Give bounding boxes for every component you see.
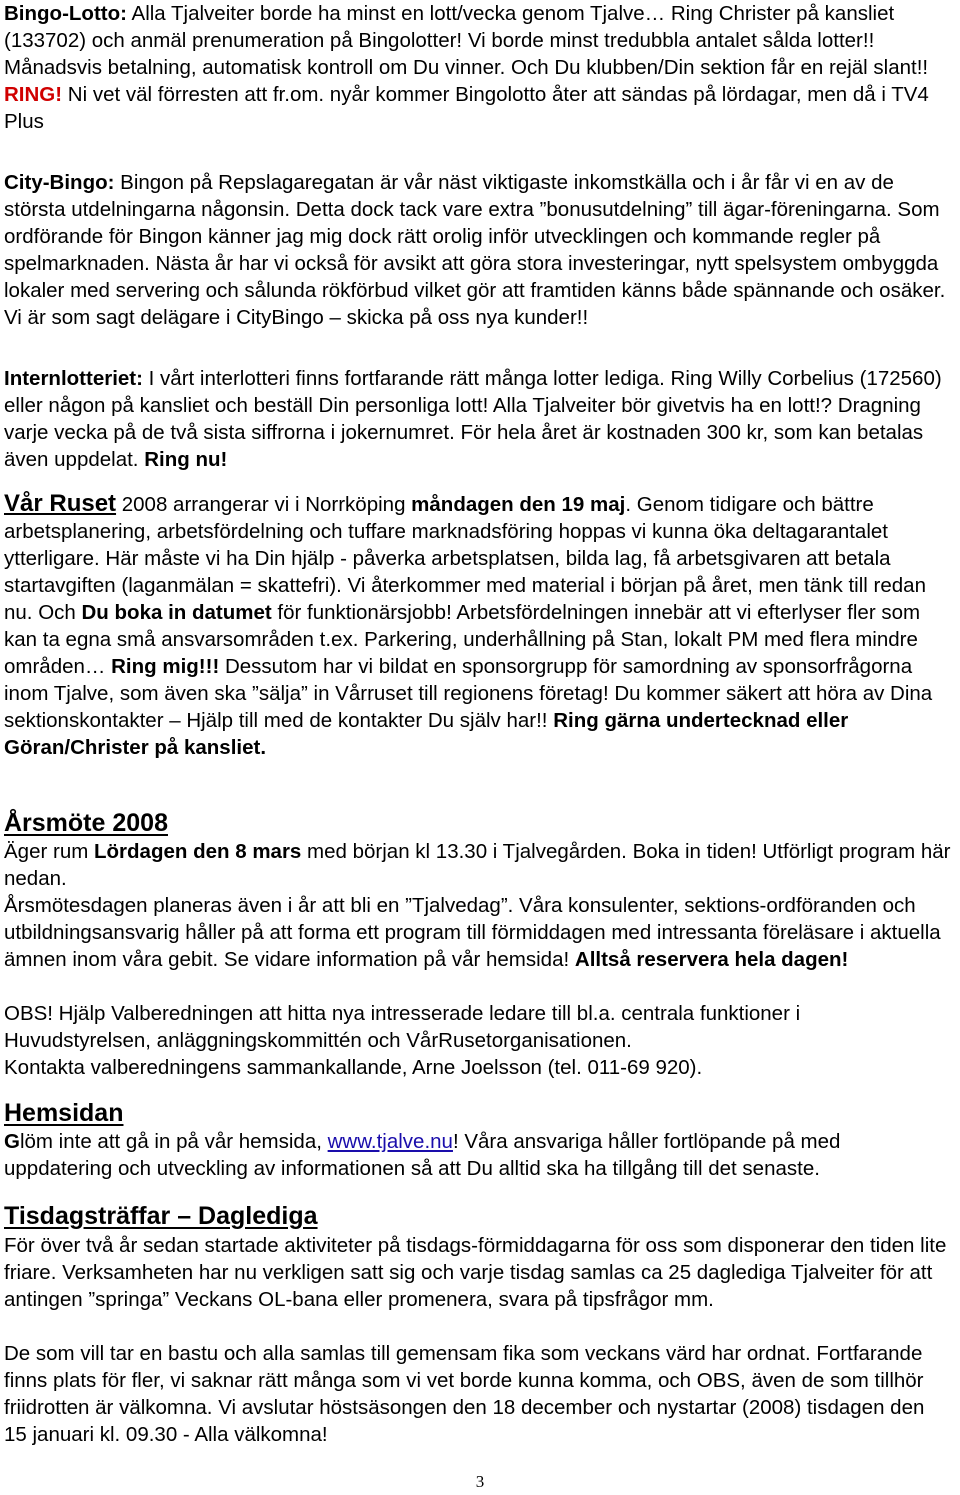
varruset-ring-mig: Ring mig!!! bbox=[111, 655, 220, 678]
ring-exclamation: RING! bbox=[4, 83, 63, 106]
arsmote-text-2: med början kl 13.30 i Tjalvegården. Boka in tiden! Utförligt program här nedan. bbox=[4, 840, 951, 890]
internlotteriet-text: I vårt interlotteri finns fortfarande rätt många lotter lediga. Ring Willy Corbelius (172560) eller någon på kansliet och beställ Din personliga lott! Alla Tjalveiter bör givetvis ha en lott!? Dragning varje vecka på de två sista siffrorna i jokernumret. För hela året är kostnaden 300 kr, som kan betalas även uppdelat. bbox=[4, 367, 942, 471]
arsmote-heading: Årsmöte 2008 bbox=[4, 809, 168, 837]
hemsidan-paragraph bbox=[4, 1128, 952, 1182]
ring-nu: Ring nu! bbox=[144, 448, 228, 471]
arsmote-paragraph-4: Kontakta valberedningens sammankallande, Arne Joelsson (tel. 011-69 920). bbox=[4, 1056, 703, 1079]
varruset-text-4: Dessutom har vi bildat en sponsorgrupp för samordning av sponsorfrågorna inom Tjalve, som även ska ”sälja” in Vårruset till regionens företag! Du kommer säkert att höra av Dina sektionskontakter – Hjälp till med de kontakter Du själv har!! bbox=[4, 655, 933, 732]
hemsidan-heading: Hemsidan bbox=[4, 1099, 124, 1127]
city-bingo-label: City-Bingo: bbox=[4, 171, 115, 194]
tisdag-paragraph-1: För över två år sedan startade aktiviteter på tisdags-förmiddagarna för oss som disponerar den tiden lite friare. Verksamheten har nu verkligen satt sig och varje tisdag samlas ca 25 daglediga Tjalveiter för att antingen ”springa” Veckans OL-bana eller promenera, svara på tipsfrågor mm. bbox=[4, 1234, 947, 1311]
internlotteriet-label: Internlotteriet: bbox=[4, 367, 143, 390]
internlotteriet-paragraph bbox=[4, 365, 952, 473]
varruset-text-3: för funktionärsjobb! Arbetsfördelningen innebär att vi efterlyser fler som kan ta egna små ansvarsområden t.ex. Parkering, underhållning på Stan, lokalt PM med flera mindre områden… bbox=[4, 601, 921, 678]
arsmote-paragraph-1 bbox=[4, 838, 952, 892]
bingo-lotto-paragraph bbox=[4, 0, 952, 135]
bingo-lotto-label: Bingo-Lotto: bbox=[4, 2, 127, 25]
arsmote-paragraph-2 bbox=[4, 892, 952, 973]
varruset-text: 2008 arrangerar vi i Norrköping bbox=[116, 493, 412, 516]
tisdag-paragraph-2: De som vill tar en bastu och alla samlas till gemensam fika som veckans värd har ordnat. Fortfarande finns plats för fler, vi saknar rätt många som vi vet borde kunna komma, och OBS, även de som tillhör friidrotten är välkomna. Vi avslutar höstsäsongen den 18 december och nystartar (2008) tisdagen den 15 januari kl. 09.30 - Alla välkomna! bbox=[4, 1342, 925, 1446]
website-link[interactable]: www.tjalve.nu bbox=[327, 1130, 453, 1153]
arsmote-p2-bold: Alltså reservera hela dagen! bbox=[574, 948, 849, 971]
bingo-lotto-text-2: Ni vet väl förresten att fr.om. nyår kommer Bingolotto åter att sändas på lördagar, men då i TV4 Plus bbox=[4, 83, 929, 133]
arsmote-date: Lördagen den 8 mars bbox=[94, 840, 302, 863]
city-bingo-paragraph bbox=[4, 169, 952, 331]
arsmote-p2-text: Årsmötesdagen planeras även i år att bli en ”Tjalvedag”. Våra konsulenter, sektions-ordföranden och utbildningsansvarig håller på att forma ett program till förmiddagen med intressanta föreläsare i aktuella ämnen inom våra gebit. Se vidare information på vår hemsida! bbox=[4, 894, 941, 971]
page-number: 3 bbox=[475, 1472, 485, 1491]
arsmote-paragraph-3: OBS! Hjälp Valberedningen att hitta nya intresserade ledare till bl.a. centrala funktioner i Huvudstyrelsen, anläggningskommittén och VårRusetorganisationen. bbox=[4, 1002, 801, 1052]
tisdag-heading: Tisdagsträffar – Daglediga bbox=[4, 1202, 318, 1230]
varruset-boka: Du boka in datumet bbox=[81, 601, 272, 624]
varruset-paragraph bbox=[4, 490, 952, 761]
hemsidan-text: löm inte att gå in på vår hemsida, bbox=[19, 1130, 328, 1153]
arsmote-text: Äger rum bbox=[4, 840, 94, 863]
city-bingo-text: Bingon på Repslagaregatan är vår näst viktigaste inkomstkälla och i år får vi en av de största utdelningarna någonsin. Detta dock tack vare extra ”bonusutdelning” till ägar-föreningarna. Som ordförande för Bingon känner jag mig dock rätt orolig inför utvecklingen och kommande regler på spelmarknaden. Nästa år har vi också för avsikt att göra stora investeringar, nytt spelsystem ombyggda lokaler med servering och sålunda rökförbud vilket gör att framtiden känns både spännande och osäker. Vi är som sagt delägare i CityBingo – skicka på oss nya kunder!! bbox=[4, 171, 946, 329]
varruset-ring: Ring gärna undertecknad eller Göran/Christer på kansliet. bbox=[4, 709, 849, 759]
varruset-title: Vår Ruset bbox=[4, 490, 117, 517]
hemsidan-text-2: ! Våra ansvariga håller fortlöpande på med uppdatering och utveckling av informationen så att Du alltid ska ha tillgång till det senaste. bbox=[4, 1130, 841, 1180]
varruset-text-2: . Genom tidigare och bättre arbetsplanering, arbetsfördelning och tuffare marknadsföring hoppas vi kunna öka deltagarantalet ytterligare. Här måste vi ha Din hjälp - påverka arbetsplatsen, bilda lag, få arbetsgivaren att betala startavgiften (laganmälan = skattefri). Vi återkommer med material i början på året, men tänk till redan nu. Och bbox=[4, 493, 926, 624]
varruset-date: måndagen den 19 maj bbox=[411, 493, 626, 516]
hemsidan-initial: G bbox=[4, 1130, 20, 1153]
bingo-lotto-text: Alla Tjalveiter borde ha minst en lott/vecka genom Tjalve… Ring Christer på kansliet (133702) och anmäl prenumeration på Bingolotter! Vi borde minst tredubbla antalet sålda lotter!! Månadsvis betalning, automatisk kontroll om Du vinner. Och Du klubben/Din sektion får en rejäl slant!! bbox=[4, 2, 929, 79]
